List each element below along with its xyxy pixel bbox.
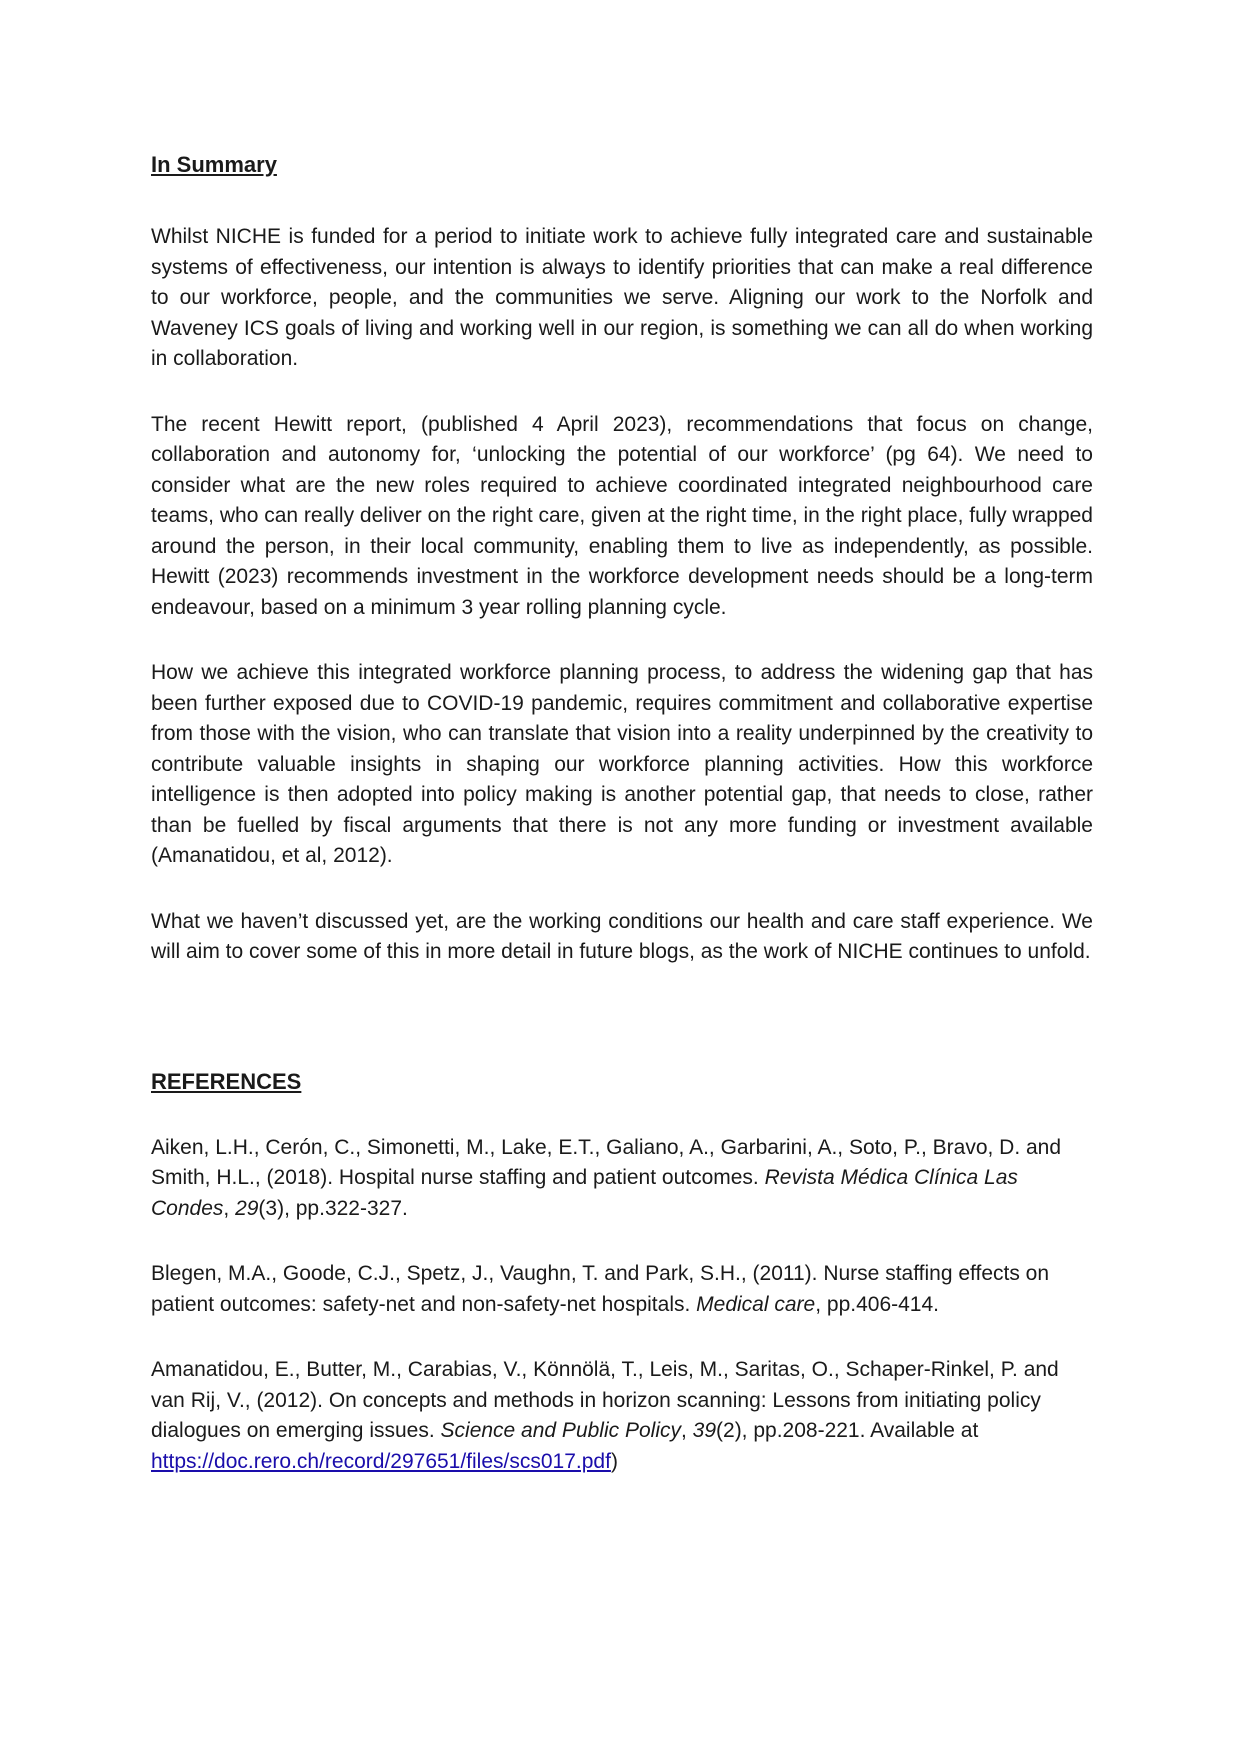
reference-volume: 29	[235, 1196, 259, 1220]
reference-pages: (3), pp.322-327.	[258, 1196, 408, 1220]
reference-text: Aiken, L.H., Cerón, C., Simonetti, M., Lake, E.T., Galiano, A., Garbarini, A., Soto, P., Bravo, D. and Smith, H.L., (2018). Hospital nurse staffing and patient outcomes.	[151, 1135, 1062, 1189]
references-heading: REFERENCES	[151, 1068, 302, 1094]
reference-item	[151, 1133, 1093, 1225]
reference-text: Blegen, M.A., Goode, C.J., Spetz, J., Vaughn, T. and Park, S.H., (2011). Nurse staffing effects on patient outcomes: safety-net and non-safety-net hospitals.	[151, 1262, 1050, 1316]
reference-link[interactable]: https://doc.rero.ch/record/297651/files/scs017.pdf	[151, 1449, 611, 1473]
reference-close-paren: )	[610, 1449, 618, 1473]
reference-separator: ,	[680, 1419, 693, 1442]
summary-paragraph-2: The recent Hewitt report, (published 4 April 2023), recommendations that focus on change, collaboration and autonomy for, ‘unlocking the potential of our workforce’ (pg 64). We need to consider what are the new roles required to achieve coordinated integrated neighbourhood care teams, who can really deliver on the right care, given at the right time, in the right place, fully wrapped around the person, in their local community, enabling them to live as independently, as possible. Hewitt (2023) recommends investment in the workforce development needs should be a long-term endeavour, based on a minimum 3 year rolling planning cycle.	[151, 412, 1093, 619]
reference-item	[151, 1259, 1093, 1320]
reference-journal: Medical care	[696, 1292, 816, 1316]
summary-heading: In Summary	[151, 152, 277, 177]
reference-text: Amanatidou, E., Butter, M., Carabias, V., Könnölä, T., Leis, M., Saritas, O., Schaper-Rinkel, P. and van Rij, V., (2012). On concepts and methods in horizon scanning: Lessons from initiating policy dialogues on emerging issues.	[151, 1358, 1059, 1442]
reference-volume: 39	[692, 1419, 717, 1442]
reference-pages: (2), pp.208-221. Available at	[716, 1419, 979, 1442]
reference-journal: Revista Médica Clínica Las Condes	[151, 1166, 1018, 1220]
reference-journal: Science and Public Policy	[440, 1419, 681, 1442]
summary-paragraph-3: How we achieve this integrated workforce planning process, to address the widening gap that has been further exposed due to COVID-19 pandemic, requires commitment and collaborative expertise from those with the vision, who can translate that vision into a reality underpinned by the creativity to contribute valuable insights in shaping our workforce planning activities. How this workforce intelligence is then adopted into policy making is another potential gap, that needs to close, rather than be fuelled by fiscal arguments that there is not any more funding or investment available (Amanatidou, et al, 2012).	[151, 661, 1093, 867]
summary-paragraph-4: What we haven’t discussed yet, are the working conditions our health and care staff experience. We will aim to cover some of this in more detail in future blogs, as the work of NICHE continues to unfold.	[151, 909, 1093, 963]
reference-pages: , pp.406-414.	[815, 1292, 939, 1316]
reference-separator: ,	[223, 1196, 236, 1220]
reference-item	[151, 1355, 1093, 1477]
summary-paragraph-1: Whilst NICHE is funded for a period to initiate work to achieve fully integrated care and sustainable systems of effectiveness, our intention is always to identify priorities that can make a real difference to our workforce, people, and the communities we serve. Aligning our work to the Norfolk and Waveney ICS goals of living and working well in our region, is something we can all do when working in collaboration.	[151, 225, 1093, 370]
document-page	[151, 150, 1093, 1477]
